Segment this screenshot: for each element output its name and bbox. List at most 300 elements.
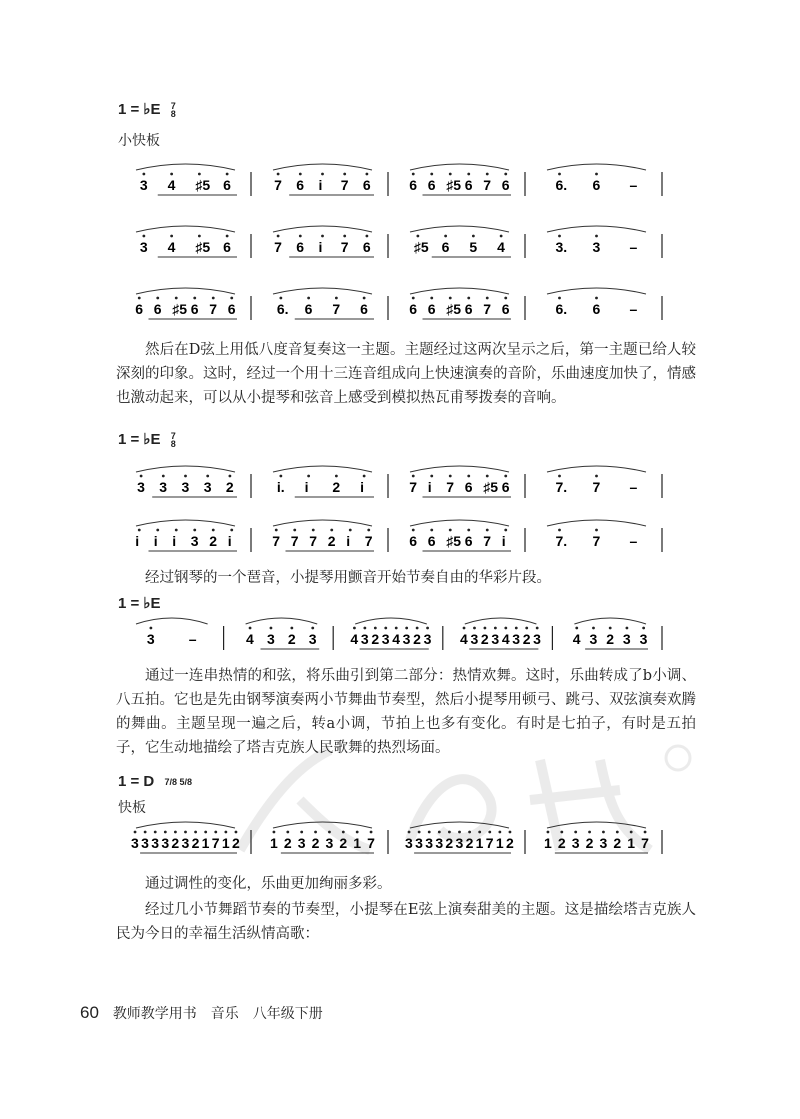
octave-dot [193, 529, 196, 532]
note: 7 [332, 301, 341, 317]
octave-dot [170, 235, 173, 238]
note: 6 [296, 177, 305, 193]
key-signature-4: 1 = D 7/8 5/8 [118, 773, 192, 790]
slur [465, 618, 537, 624]
note: 3 [137, 479, 145, 495]
octave-dot [558, 475, 561, 478]
note: i. [276, 479, 285, 495]
octave-dot [277, 173, 280, 176]
octave-dot [154, 831, 157, 834]
octave-dot [330, 529, 333, 532]
note: 5 [469, 239, 478, 255]
octave-dot [416, 627, 419, 630]
note: i [153, 533, 158, 549]
octave-dot [164, 831, 167, 834]
note: 3 [622, 631, 631, 647]
octave-dot [595, 475, 598, 478]
octave-dot [349, 529, 352, 532]
key-signature-1: 1 = ♭E 7 8 [118, 101, 176, 120]
slur [410, 466, 509, 472]
octave-dot [335, 297, 338, 300]
slur [410, 520, 509, 526]
octave-dot [175, 297, 178, 300]
note: 1 [269, 835, 278, 851]
octave-dot [467, 297, 470, 300]
publisher-watermark-icon [220, 740, 700, 860]
note: 7 [309, 533, 318, 549]
note: 3 [589, 631, 598, 647]
note: 3 [571, 835, 580, 851]
octave-dot [486, 173, 489, 176]
note: 3 [146, 631, 155, 647]
octave-dot [270, 627, 273, 630]
note: 2 [371, 631, 380, 647]
note: 2 [522, 631, 531, 647]
octave-dot [463, 627, 466, 630]
note: 3 [455, 835, 464, 851]
note: 6 [464, 301, 473, 317]
octave-dot [504, 297, 507, 300]
score-staff [116, 284, 664, 344]
note: 7. [555, 479, 568, 495]
slur [547, 226, 646, 232]
note: 4 [167, 177, 176, 193]
octave-dot [275, 529, 278, 532]
note: 2 [606, 631, 614, 647]
note: 6 [501, 177, 510, 193]
octave-dot [504, 173, 507, 176]
octave-dot [150, 627, 153, 630]
note: 7 [485, 835, 494, 851]
note: 4 [167, 239, 176, 255]
slur [273, 288, 372, 294]
note: i [227, 533, 232, 549]
octave-dot [134, 831, 137, 834]
note: ♯5 [413, 239, 429, 255]
octave-dot [486, 297, 489, 300]
octave-dot [321, 235, 324, 238]
note: ♯5 [172, 301, 188, 317]
octave-dot [494, 627, 497, 630]
note: 3 [181, 479, 190, 495]
slur [246, 618, 318, 624]
slur [273, 466, 372, 472]
octave-dot [467, 475, 470, 478]
note: 2 [585, 835, 594, 851]
note: ♯5 [446, 533, 462, 549]
note: 7 [274, 239, 282, 255]
slur [273, 226, 372, 232]
note: 2 [465, 835, 474, 851]
note: 1 [543, 835, 552, 851]
paragraph-4: 通过调性的变化，乐曲更加绚丽多彩。 [145, 876, 392, 892]
note: i [135, 533, 140, 549]
octave-dot [412, 529, 415, 532]
note: 2 [505, 835, 514, 851]
note: 7. [555, 533, 568, 549]
note: 7 [592, 533, 601, 549]
note: i [346, 533, 351, 549]
note: 3 [415, 835, 423, 851]
note: 6 [409, 177, 418, 193]
octave-dot [575, 627, 578, 630]
note: 2 [283, 835, 292, 851]
octave-dot [140, 475, 143, 478]
note: i [501, 533, 506, 549]
score-row [116, 160, 664, 220]
note: ♯5 [195, 239, 211, 255]
paragraph-3: 通过一连串热情的和弦，将乐曲引到第二部分：热情欢舞。这时，乐曲转成了b小调、八五拍。它也是先由钢琴演奏两小节舞曲节奏型，然后小提琴用顿弓、跳弓、双弦演奏欢腾的舞曲。主题呈现一遍之后，转a小调，节拍上也多有变化。有时是七拍子，有时是五拍子，它生动地描绘了塔吉克族人民歌舞的热烈场面。 [116, 668, 696, 756]
octave-dot [595, 529, 598, 532]
note: 7 [483, 533, 492, 549]
octave-dot [290, 627, 293, 630]
octave-dot [430, 529, 433, 532]
note: 2 [557, 835, 566, 851]
note: 3 [161, 835, 170, 851]
octave-dot [206, 475, 209, 478]
note: 7 [364, 533, 373, 549]
octave-dot [226, 235, 229, 238]
octave-dot [184, 475, 187, 478]
octave-dot [212, 529, 215, 532]
octave-dot [184, 831, 187, 834]
note: 6 [223, 177, 231, 193]
octave-dot [595, 235, 598, 238]
octave-dot [277, 235, 280, 238]
note: 7 [340, 177, 349, 193]
octave-dot [335, 475, 338, 478]
octave-dot [138, 529, 141, 532]
note: 3 [139, 239, 148, 255]
note: 6 [227, 301, 236, 317]
note: 7 [641, 835, 649, 851]
note: ♯5 [446, 177, 462, 193]
note: 6 [592, 301, 601, 317]
slur [136, 520, 235, 526]
note: 3 [308, 631, 317, 647]
octave-dot [366, 173, 369, 176]
note: 2 [171, 835, 180, 851]
octave-dot [162, 475, 165, 478]
note: 7 [211, 835, 220, 851]
slur [547, 466, 646, 472]
paragraph-5: 经过几小节舞蹈节奏的节奏型，小提琴在E弦上演奏甜美的主题。这是描绘塔吉克族人民为今日的幸福生活纵情高歌： [116, 902, 696, 942]
note: 7 [483, 177, 492, 193]
octave-dot [214, 831, 217, 834]
slur [410, 164, 509, 170]
note: 2 [413, 631, 421, 647]
note: 1 [627, 835, 635, 851]
note: – [629, 177, 638, 193]
octave-dot [229, 475, 232, 478]
octave-dot [515, 627, 518, 630]
slur [273, 164, 372, 170]
note: 6 [296, 239, 305, 255]
octave-dot [558, 235, 561, 238]
note: 6. [555, 301, 568, 317]
note: 2 [209, 533, 218, 549]
note: 3 [325, 835, 334, 851]
octave-dot [426, 627, 429, 630]
octave-dot [198, 235, 201, 238]
note: 6 [501, 301, 510, 317]
time-signature-1: 7 8 [170, 101, 176, 120]
note: 3 [159, 479, 168, 495]
note: 3 [435, 835, 444, 851]
slur [410, 288, 509, 294]
octave-dot [467, 173, 470, 176]
octave-dot [170, 173, 173, 176]
note: 3 [470, 631, 479, 647]
octave-dot [175, 529, 178, 532]
octave-dot [484, 627, 487, 630]
octave-dot [609, 627, 612, 630]
note: 3 [491, 631, 500, 647]
time-signature-2: 7 8 [170, 431, 176, 450]
octave-dot [193, 297, 196, 300]
note: 6 [592, 177, 601, 193]
note: 7 [290, 533, 299, 549]
octave-dot [486, 475, 489, 478]
octave-dot [311, 627, 314, 630]
score-staff [116, 222, 664, 282]
note: 3 [639, 631, 648, 647]
note: 3 [425, 835, 434, 851]
octave-dot [343, 173, 346, 176]
octave-dot [142, 173, 145, 176]
note: 4 [350, 631, 359, 647]
note: 6 [223, 239, 231, 255]
note: 6 [362, 177, 371, 193]
note: 4 [392, 631, 401, 647]
octave-dot [230, 529, 233, 532]
octave-dot [194, 831, 197, 834]
note: 2 [332, 479, 341, 495]
octave-dot [595, 297, 598, 300]
note: 1 [201, 835, 210, 851]
score-row [116, 462, 664, 522]
octave-dot [642, 627, 645, 630]
note: 3 [203, 479, 212, 495]
key-signature-2: 1 = ♭E 7 8 [118, 431, 176, 450]
note: 7 [367, 835, 375, 851]
note: – [188, 631, 197, 647]
tempo-marking-1: 小快板 [118, 133, 160, 149]
note: 3 [381, 631, 390, 647]
octave-dot [204, 831, 207, 834]
note: 1 [353, 835, 361, 851]
octave-dot [473, 627, 476, 630]
note: 6. [276, 301, 289, 317]
note: ♯5 [483, 479, 499, 495]
note: 6 [409, 533, 418, 549]
note: 2 [613, 835, 622, 851]
paragraph-1: 然后在D弦上用低八度音复奏这一主题。主题经过这两次呈示之后，第一主题已给人较深刻的印象。这时，经过一个用十三连音组成向上快速演奏的音阶，乐曲速度加快了，情感也激动起来，可以从小提琴和弦音上感受到模拟热瓦甫琴拨奏的音响。 [116, 342, 696, 406]
note: 7 [340, 239, 349, 255]
note: 4 [246, 631, 254, 647]
page-footer [80, 1003, 323, 1023]
note: 7 [209, 301, 218, 317]
slur [136, 466, 235, 472]
note: i [318, 177, 323, 193]
octave-dot [504, 475, 507, 478]
note: 3 [141, 835, 149, 851]
octave-dot [226, 173, 229, 176]
note: ♯5 [195, 177, 211, 193]
octave-dot [472, 235, 475, 238]
score-staff [116, 462, 664, 522]
octave-dot [343, 235, 346, 238]
octave-dot [558, 529, 561, 532]
slur [574, 618, 646, 624]
note: 3. [555, 239, 568, 255]
score-staff [116, 160, 664, 220]
octave-dot [416, 235, 419, 238]
note: 4 [572, 631, 581, 647]
note: i [427, 479, 432, 495]
note: 3 [512, 631, 521, 647]
octave-dot [307, 475, 310, 478]
octave-dot [299, 235, 302, 238]
octave-dot [279, 475, 282, 478]
slur [136, 288, 235, 294]
note: 6. [555, 177, 568, 193]
note: 3 [592, 239, 601, 255]
octave-dot [412, 475, 415, 478]
octave-dot [449, 475, 452, 478]
note: 4 [460, 631, 468, 647]
key-signature-3: 1 = ♭E [118, 595, 161, 612]
note: i [172, 533, 177, 549]
slur [136, 618, 208, 624]
octave-dot [367, 529, 370, 532]
page-number: 60 [80, 1003, 99, 1022]
note: 6 [441, 239, 450, 255]
time-signature-4: 7/8 5/8 [164, 777, 192, 788]
octave-dot [525, 627, 528, 630]
octave-dot [293, 529, 296, 532]
note: 6 [427, 177, 436, 193]
score-row [116, 284, 664, 344]
octave-dot [212, 297, 215, 300]
octave-dot [374, 627, 377, 630]
note: 6 [464, 479, 473, 495]
note: 6 [360, 301, 368, 317]
octave-dot [444, 235, 447, 238]
note: 7 [483, 301, 492, 317]
note: i [318, 239, 323, 255]
slur [547, 164, 646, 170]
slur [547, 520, 646, 526]
octave-dot [412, 173, 415, 176]
octave-dot [504, 627, 507, 630]
note: 2 [225, 479, 234, 495]
note: 3 [131, 835, 139, 851]
note: 3 [297, 835, 306, 851]
note: 6 [464, 533, 473, 549]
note: 2 [287, 631, 296, 647]
octave-dot [449, 297, 452, 300]
octave-dot [430, 173, 433, 176]
octave-dot [366, 235, 369, 238]
octave-dot [363, 627, 366, 630]
octave-dot [592, 627, 595, 630]
note: 3 [360, 631, 369, 647]
note: 1 [475, 835, 484, 851]
book-title: 教师教学用书 音乐 八年级下册 [112, 1005, 323, 1021]
note: i [304, 479, 309, 495]
octave-dot [412, 297, 415, 300]
note: ♯5 [446, 301, 462, 317]
octave-dot [144, 831, 147, 834]
octave-dot [142, 235, 145, 238]
note: 6 [362, 239, 371, 255]
slur [355, 618, 427, 624]
note: 7 [274, 177, 282, 193]
note: 4 [497, 239, 505, 255]
octave-dot [312, 529, 315, 532]
note: 6 [409, 301, 418, 317]
octave-dot [558, 173, 561, 176]
note: 2 [191, 835, 200, 851]
note: 3 [423, 631, 432, 647]
note: – [629, 533, 638, 549]
slur [273, 520, 372, 526]
octave-dot [363, 475, 366, 478]
note: 3 [190, 533, 199, 549]
note: 7 [592, 479, 601, 495]
octave-dot [558, 297, 561, 300]
note: 6 [135, 301, 144, 317]
note: 7 [409, 479, 418, 495]
octave-dot [626, 627, 629, 630]
note: 3 [599, 835, 608, 851]
note: 1 [221, 835, 230, 851]
octave-dot [156, 297, 159, 300]
octave-dot [321, 173, 324, 176]
note: i [360, 479, 365, 495]
note: 3 [402, 631, 411, 647]
note: 2 [339, 835, 348, 851]
octave-dot [384, 627, 387, 630]
octave-dot [595, 173, 598, 176]
octave-dot [500, 235, 503, 238]
tempo-marking-4: 快板 [118, 800, 146, 816]
paragraph-2: 经过钢琴的一个琶音，小提琴用颤音开始节奏自由的华彩片段。 [145, 570, 551, 586]
octave-dot [486, 529, 489, 532]
slur [410, 226, 509, 232]
note: 6 [153, 301, 162, 317]
octave-dot [279, 297, 282, 300]
note: 6 [427, 533, 436, 549]
octave-dot [198, 173, 201, 176]
slur [136, 226, 235, 232]
note: 2 [480, 631, 489, 647]
note: 1 [495, 835, 504, 851]
note: 3 [151, 835, 160, 851]
octave-dot [307, 297, 310, 300]
note: 6 [464, 177, 473, 193]
slur [547, 288, 646, 294]
octave-dot [230, 297, 233, 300]
octave-dot [156, 529, 159, 532]
note: – [629, 239, 638, 255]
octave-dot [430, 475, 433, 478]
octave-dot [174, 831, 177, 834]
octave-dot [449, 529, 452, 532]
note: 3 [533, 631, 541, 647]
octave-dot [249, 627, 252, 630]
